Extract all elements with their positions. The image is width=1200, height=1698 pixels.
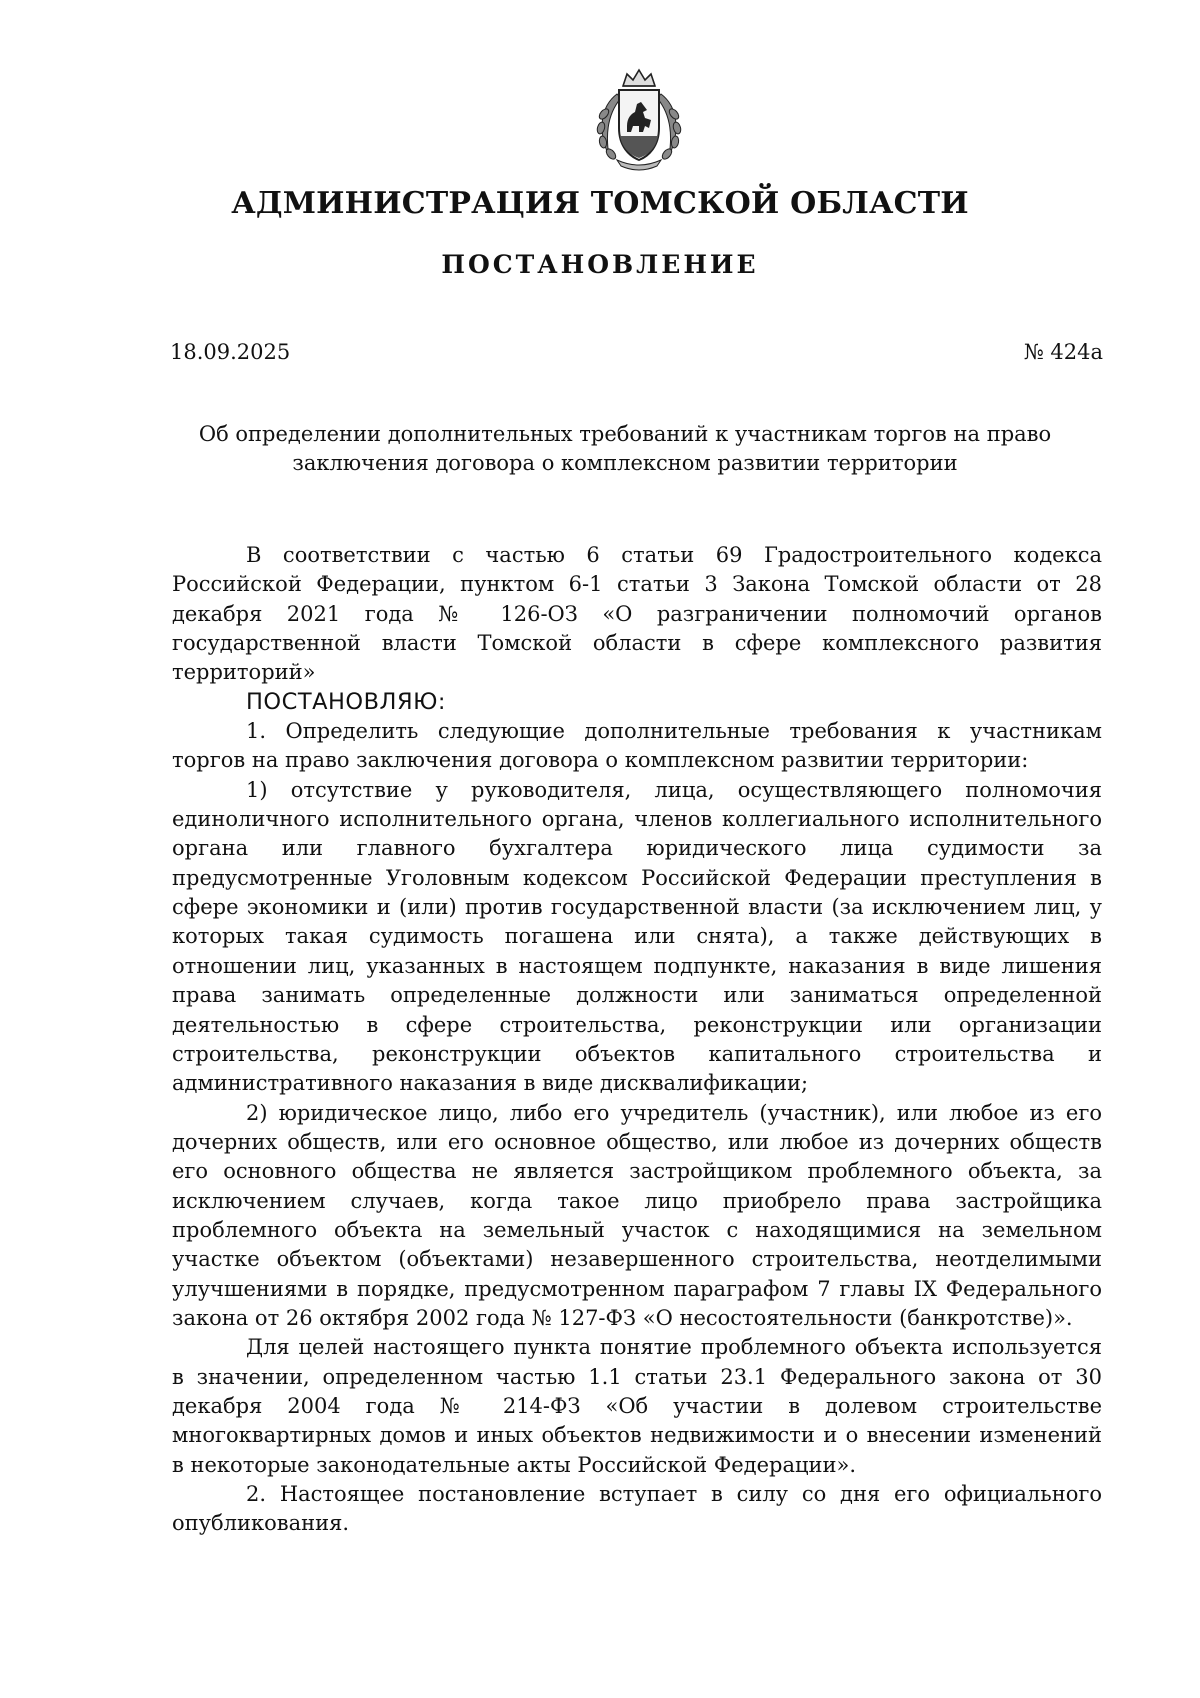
subject-line-1: Об определении дополнительных требований к участникам торгов на право [198,422,1052,446]
item-1-subitem-1: 1) отсутствие у руководителя, лица, осуществляющего полномочия единоличного исполнительного органа, членов коллегиального исполнительного органа или главного бухгалтера юридического лица судимости за предусмотренные Уголовным кодексом Российской Федерации преступления в сфере экономики и (или) против государственной власти (за исключением лиц, у которых такая судимость погашена или снята), а также действующих в отношении лиц, указанных в настоящем подпункте, наказания в виде лишения права занимать определенные должности или заниматься определенной деятельностью в сфере строительства, реконструкции или организации строительства, реконструкции объектов капитального строительства и административного наказания в виде дисквалификации; [172,777,1102,1096]
document-subject [160,420,1090,478]
document-body [172,541,1102,1539]
tomsk-region-coat-of-arms-icon [587,66,691,174]
document-type: ПОСТАНОВЛЕНИЕ [441,250,759,279]
organization-name: АДМИНИСТРАЦИЯ ТОМСКОЙ ОБЛАСТИ [231,186,969,221]
item-2-paragraph: 2. Настоящее постановление вступает в силу со дня его официального опубликования. [172,1482,1102,1536]
decree-word: ПОСТАНОВЛЯЮ: [246,688,446,715]
item-1-subitem-2: 2) юридическое лицо, либо его учредитель (участник), или любое из его дочерних обществ, или его основное общество, или любое из дочерних обществ его основного общества не является застройщиком проблемного объекта, за исключением случаев, когда такое лицо приобрело права застройщика проблемного объекта на земельный участок с находящимися на земельном участке объектом (объектами) незавершенного строительства, неотделимыми улучшениями в порядке, предусмотренном параграфом 7 главы IX Федерального закона от 26 октября 2002 года № 127-ФЗ «О несостоятельности (банкротстве)». [172,1100,1102,1330]
preamble-paragraph: В соответствии с частью 6 статьи 69 Градостроительного кодекса Российской Федерации, пунктом 6-1 статьи 3 Закона Томской области от 28 декабря 2021 года № 126-ОЗ «О разграничении полномочий органов государственной власти Томской области в сфере комплексного развития территорий» [172,543,1102,685]
item-1-paragraph: 1. Определить следующие дополнительные требования к участникам торгов на право заключения договора о комплексном развитии территории: [172,719,1102,773]
document-date: 18.09.2025 [170,340,291,364]
item-1-note-paragraph: Для целей настоящего пункта понятие проблемного объекта используется в значении, определенном частью 1.1 статьи 23.1 Федерального закона от 30 декабря 2004 года № 214-ФЗ «Об участии в долевом строительстве многоквартирных домов и иных объектов недвижимости и о внесении изменений в некоторые законодательные акты Российской Федерации». [172,1335,1102,1477]
subject-line-2: заключения договора о комплексном развитии территории [292,451,958,475]
document-number: № 424а [1023,340,1103,364]
